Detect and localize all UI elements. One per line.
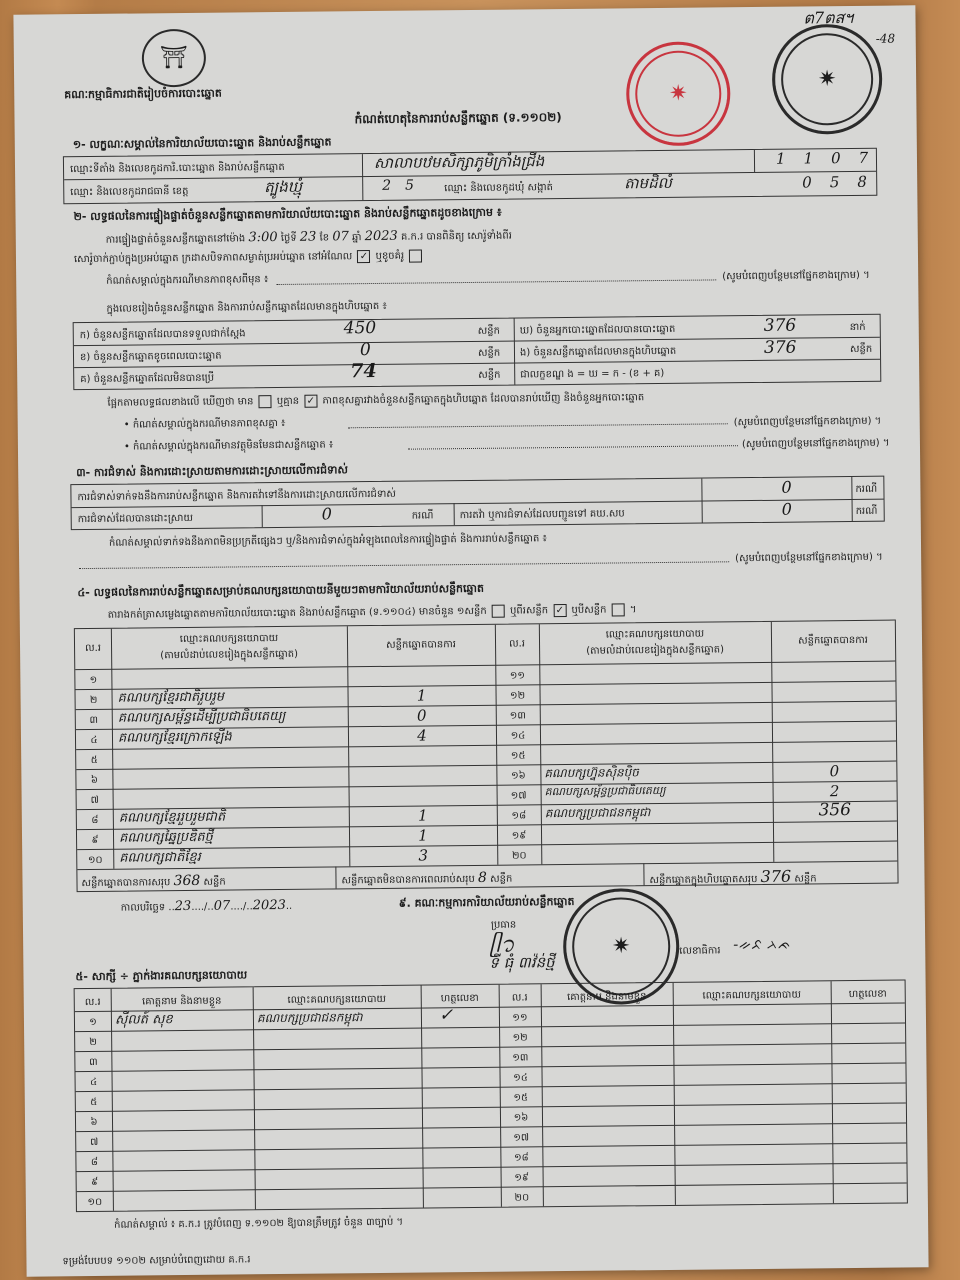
count-table: ក) ចំនួនសន្លឹកឆ្នោតដែលបានទទួលជាក់ស្តែង 450 សន្លឹក ឃ) ចំនួនអ្នកបោះឆ្នោតដែលបានបោះឆ្នោត 376 នាក់ ខ) ចំនួនសន្លឹកឆ្នោតខូចពេលបោះឆ្នោត 0 សន្លឹក ង) ចំនួនសន្លឹកឆ្នោតដែលមានក្នុងហិបឆ្នោត 376 សន្លឹក គ) ចំនួនសន្លឹកឆ្នោតដែលមិនបានប្រើ 74 សន្លឹក ជាលក្ខខណ្ឌ ង = ឃ = ក - (ខ + គ) [73, 314, 882, 390]
difference-check-line: ផ្អែកតាមលទ្ធផលខាងលើ ឃើញថា មាន ឬគ្មាន ✓ ភាពខុសគ្នារវាងចំនួនសន្លឹកឆ្នោតក្នុងហិបឆ្នោត ដែលបានរាប់ឃើញ និងចំនួនអ្នកបោះឆ្នោត [107, 392, 645, 409]
table-row-no: ៦ [90, 774, 99, 786]
section3-note-line[interactable] [79, 561, 729, 569]
ballot-count-report-page: ⛩ ✷ ✷ ต7ตสฯ -48 គណៈកម្មាធិការជាតិរៀបចំការបោះឆ្នោត កំណត់ហេតុនៃការរាប់សន្លឹកឆ្នោត (ទ.១១០២) ១- លក្ខណៈសម្គាល់នៃការិយាល័យបោះឆ្នោត និងរាប់សន្លឹកឆ្នោត ឈ្មោះទីតាំង និងលេខកូដការិ.បោះឆ្នោត និងរាប់សន្លឹកឆ្នោត សាលាបឋមសិក្សាភូមិក្រាំងជ្រីង 1107 ឈ្មោះ និងលេខកូដរាជធានី ខេត្ត ត្បូងឃ្មុំ 25 ឈ្មោះ និងលេខកូដឃុំ សង្កាត់ តាមដិលំ 058 ២- លទ្ធផលនៃការផ្ទៀងផ្ទាត់ចំនួនសន្លឹកឆ្នោតតាមការិយាល័យបោះឆ្នោត និងរាប់សន្លឹកឆ្នោតដូចខាងក្រោម ៖ ការផ្ទៀងផ្ទាត់ចំនួនសន្លឹកឆ្នោតនៅម៉ោង 3:00 ថ្ងៃទី 23 ខែ 07 ឆ្នាំ 2023 គ.ក.រ បានពិនិត្យ សោរ៉ូទាំងពីរ សោរ៉ូចាក់ភ្ជាប់ក្នុងប្រអប់ឆ្នោត ក្រដាសបិទភាពសម្ងាត់ប្រអប់ឆ្នោត នៅអំណែល ✓ ឬខូចគំរូ កំណត់សម្គាល់ក្នុងករណីមានភាពខុសពីមុន ៖ (សូមបំពេញបន្ថែមនៅផ្នែកខាងក្រោម) ។ ក្នុងលេខរៀងចំនួនសន្លឹកឆ្នោត និងការរាប់សន្លឹកឆ្នោតដែលមានក្នុងហិបឆ្នោត ៖ ក) ចំនួនសន្លឹកឆ្នោតដែលបានទទួលជាក់ស្តែង 450 សន្លឹក ឃ) ចំនួនអ្នកបោះឆ្នោតដែលបានបោះឆ្នោត 376 នាក់ ខ) ចំនួនសន្លឹកឆ្នោតខូចពេលបោះឆ្នោត 0 សន្លឹក ង) ចំនួនសន្លឹកឆ្នោតដែលមានក្នុងហិបឆ្នោត 376 សន្លឹក គ) ចំនួនសន្លឹកឆ្នោតដែលមិនបានប្រើ 74 សន្លឹក ជាលក្ខខណ្ឌ ង = ឃ = ក - (ខ + គ) ផ្អែកតាមលទ្ធផលខាងលើ ឃើញថា មាន ឬគ្មាន ✓ ភាពខុសគ្នារវាងចំនួនសន្លឹកឆ្នោតក្នុងហិបឆ្នោត ដែលបានរាប់ឃើញ និងចំនួនអ្នកបោះឆ្នោត • កំណត់សម្គាល់ក្នុងករណីមានភាពខុសគ្នា ៖ (សូមបំពេញបន្ថែមនៅផ្នែកខាងក្រោម) ។ • កំណត់សម្គាល់ក្នុងករណីមានវត្ថុមិនមែនជាសន្លឹកឆ្នោត ៖ (សូមបំពេញបន្ថែមនៅផ្នែកខាងក្រោម) ។ ៣- ការជំទាស់ និងការដោះស្រាយតាមការដោះស្រាយលើការជំទាស់ ការជំទាស់ទាក់ទងនឹងការរាប់សន្លឹកឆ្នោត និងការតវ៉ាទៅនឹងការដោះស្រាយលើការជំទាស់ 0 ករណី ការជំទាស់ដែលបានដោះស្រាយ 0 ករណី ការតវ៉ា ឬការជំទាស់ដែលបញ្ជូនទៅ គឃ.សប 0 ករណី កំណត់សម្គាល់ទាក់ទងនឹងភាពមិនប្រក្រតីផ្សេងៗ ឬ/និងការជំទាស់ក្នុងអំឡុងពេលនៃការផ្ទៀងផ្ទាត់ និងការរាប់សន្លឹកឆ្នោត ៖ (សូមបំពេញបន្ថែមនៅផ្នែកខាងក្រោម) ។ ៤- លទ្ធផលនៃការរាប់សន្លឹកឆ្នោតសម្រាប់គណបក្សនយោបាយនីមួយៗតាមការិយាល័យរាប់សន្លឹកឆ្នោត តារាងកត់ត្រាសម្លេងឆ្នោតតាមការិយាល័យបោះឆ្នោត និងរាប់សន្លឹកឆ្នោត (ទ.១១០៤) មានចំនួន ១សន្លឹក ឬពីរសន្លឹក ✓ ឬបីសន្លឹក ។ ល.រ ឈ្មោះគណបក្សនយោបាយ (តាមលំដាប់លេខរៀងក្នុងសន្លឹកឆ្នោត) សន្លឹកឆ្នោតបានការ ល.រ ឈ្មោះគណបក្សនយោបាយ (តាមលំដាប់លេខរៀងក្នុងសន្លឹកឆ្នោត) សន្លឹកឆ្នោតបានការ ១ ២ គណបក្សខ្មែរជាតិរួបរួម 1 ៣ គណបក្សសម្ព័ន្ធដើម្បីប្រជាធិបតេយ្យ 0 ៤ គណបក្សខ្មែរក្រោកឡើង 4 ៥ ៦ ៧ ៨ គណបក្សខ្មែររួបរួមជាតិ 1 ៩ គណបក្សឆ្នៃប្រឌិតថ្មី 1 ១០ គណបក្សជាតិខ្មែរ 3 ១១ ១២ ១៣ ១៤ ១៥ ១៦ គណបក្សហ្វ៊ុនស៊ិនប៉ិច 0 ១៧ គណបក្សសម្ព័ន្ធប្រជាធិបតេយ្យ 2 ១៨ គណបក្សប្រជាជនកម្ពុជា 356 ១៩ ២០ សន្លឹកឆ្នោតបានការសរុប 368 សន្លឹក សន្លឹកឆ្នោតមិនបានការពេលរាប់សរុប 8 សន្លឹក សន្លឹកឆ្នោតក្នុងហិបឆ្នោតសរុប 376 សន្លឹក កាលបរិច្ឆេទ ..23..../..07..../..2023.. ៩. គណៈកម្មការការិយាល័យរាប់សន្លឹកឆ្នោត ប្រធាន ᥫ᭡ ទី ធុំ ៣វ៉ន់ថ្មី ✷ លេខាធិការ -ᨀᨅ ᨂᨃ ៥- សាក្សី ÷ ភ្នាក់ងារគណបក្សនយោបាយ ល.រ គោត្តនាម និងនាមខ្លួន ឈ្មោះគណបក្សនយោបាយ ហត្ថលេខា ល.រ គោត្តនាម និងនាមខ្លួន ឈ្មោះគណបក្សនយោបាយ ហត្ថលេខា ១ ស៊ីលត៍ សុខ គណបក្សប្រជាជនកម្ពុជា ✓ ២ ៣ ៤ ៥ ៦ ៧ ៨ ៩ ១០ ១១ ១២ ១៣ ១៤ ១៥ ១៦ ១៧ ១៨ ១៩ ២០ កំណត់សម្គាល់ ៖ គ.ក.រ ត្រូវបំពេញ ទ.១១០២ ឱ្យបានត្រឹមត្រូវ ចំនួន ៣ច្បាប់ ។ ទម្រង់បែបបទ ១១០២ សម្រាប់បំពេញដោយ គ.ក.រ [13, 5, 928, 1276]
table-row-no: ៨ [90, 1156, 99, 1169]
received-value: 450 [343, 317, 377, 339]
province-code: 25 [382, 177, 429, 194]
chief-label: ប្រធាន [490, 919, 517, 931]
party-votes: 0 [416, 706, 427, 725]
party-name: គណបក្សប្រជាជនកម្ពុជា [544, 805, 651, 821]
table-row-no: ១១ [512, 1012, 528, 1024]
seal-line: សោរ៉ូចាក់ភ្ជាប់ក្នុងប្រអប់ឆ្នោត ក្រដាសបិទភាពសម្ងាត់ប្រអប់ឆ្នោត នៅអំណែល ✓ ឬខូចគំរូ [74, 248, 425, 267]
three-sheets-checkbox[interactable] [612, 603, 625, 616]
table-row-no: ១៤ [513, 1072, 528, 1084]
forwarded-label: ការតវ៉ា ឬការជំទាស់ដែលបញ្ជូនទៅ គឃ.សប [459, 508, 625, 522]
table-row-no: ៤ [89, 1076, 98, 1089]
complaints-table: ការជំទាស់ទាក់ទងនឹងការរាប់សន្លឹកឆ្នោត និងការតវ៉ាទៅនឹងការដោះស្រាយលើការជំទាស់ 0 ករណី ការជំទាស់ដែលបានដោះស្រាយ 0 ករណី ការតវ៉ា ឬការជំទាស់ដែលបញ្ជូនទៅ គឃ.សប 0 ករណី [70, 476, 884, 531]
black-emblem-icon: ✷ [611, 933, 631, 960]
committee-line: ៩. គណៈកម្មការការិយាល័យរាប់សន្លឹកឆ្នោត [398, 894, 575, 910]
bullet-difference-line[interactable] [348, 423, 728, 428]
table-row-no: ១៣ [512, 1052, 529, 1064]
col-no-right: ល.រ [509, 638, 526, 650]
resolved-value: 0 [321, 504, 332, 524]
witness-table: ល.រ គោត្តនាម និងនាមខ្លួន ឈ្មោះគណបក្សនយោបាយ ហត្ថលេខា ល.រ គោត្តនាម និងនាមខ្លួន ឈ្មោះគណបក្សនយោបាយ ហត្ថលេខា ១ ស៊ីលត៍ សុខ គណបក្សប្រជាជនកម្ពុជា ✓ ២ ៣ ៤ ៥ ៦ ៧ ៨ ៩ ១០ ១១ ១២ ១៣ ១៤ ១៥ ១៦ ១៧ ១៨ ១៩ ២០ [74, 979, 908, 1212]
col-no-left: ល.រ [85, 642, 102, 655]
table-row-no: ៧ [90, 1136, 99, 1149]
black-official-stamp-top [772, 24, 883, 135]
table-row-no: ១៦ [513, 1112, 529, 1124]
box-total: សន្លឹកឆ្នោតក្នុងហិបឆ្នោតសរុប 376 សន្លឹក [649, 866, 817, 887]
table-row-no: ២ [89, 1036, 98, 1049]
table-row-no: ១៦ [511, 770, 526, 782]
temple-emblem-icon: ⛩ [159, 45, 188, 71]
unused-value: 74 [350, 359, 377, 383]
table-row-no: ១៥ [510, 750, 526, 762]
table-row-no: ២០ [511, 850, 527, 862]
red-official-stamp [626, 41, 731, 146]
table-row-no: ១៤ [510, 730, 526, 742]
committee-name: គណៈកម្មាធិការជាតិរៀបចំការបោះឆ្នោត [64, 86, 222, 102]
table-row-no: ៤ [90, 734, 98, 746]
party-name: គណបក្សសម្ព័ន្ធប្រជាធិបតេយ្យ [544, 783, 666, 799]
unused-label: គ) ចំនួនសន្លឹកឆ្នោតដែលមិនបានប្រើ [80, 372, 215, 386]
results-table: ល.រ ឈ្មោះគណបក្សនយោបាយ (តាមលំដាប់លេខរៀងក្នុងសន្លឹកឆ្នោត) សន្លឹកឆ្នោតបានការ ល.រ ឈ្មោះគណបក្សនយោបាយ (តាមលំដាប់លេខរៀងក្នុងសន្លឹកឆ្នោត) សន្លឹកឆ្នោតបានការ ១ ២ គណបក្សខ្មែរជាតិរួបរួម 1 ៣ គណបក្សសម្ព័ន្ធដើម្បីប្រជាធិបតេយ្យ 0 ៤ គណបក្សខ្មែរក្រោកឡើង 4 ៥ ៦ ៧ ៨ គណបក្សខ្មែររួបរួមជាតិ 1 ៩ គណបក្សឆ្នៃប្រឌិតថ្មី 1 ១០ គណបក្សជាតិខ្មែរ 3 ១១ ១២ ១៣ ១៤ ១៥ ១៦ គណបក្សហ្វ៊ុនស៊ិនប៉ិច 0 ១៧ គណបក្សសម្ព័ន្ធប្រជាធិបតេយ្យ 2 ១៨ គណបក្សប្រជាជនកម្ពុជា 356 ១៩ ២០ សន្លឹកឆ្នោតបានការសរុប 368 សន្លឹក សន្លឹកឆ្នោតមិនបានការពេលរាប់សរុប 8 សន្លឹក សន្លឹកឆ្នោតក្នុងហិបឆ្នោតសរុប 376 សន្លឹក [74, 620, 899, 893]
has-difference-checkbox[interactable]: ✓ [304, 394, 317, 407]
table-row-no: ៩ [91, 1176, 99, 1189]
verification-time: 3:00 [248, 230, 278, 246]
stamp-number: -48 [875, 31, 896, 46]
seal-broken-checkbox[interactable] [409, 249, 422, 262]
secretary-name-handwriting: -ᨀᨅ ᨂᨃ [733, 934, 791, 954]
table-row-no: ១៨ [511, 810, 527, 822]
top-right-handwriting: ต7ตสฯ [803, 7, 854, 28]
table-row-no: ៥ [90, 1096, 98, 1109]
document-title: កំណត់ហេតុនៃការរាប់សន្លឹកឆ្នោត (ទ.១១០២) [354, 110, 562, 127]
table-row-no: ១០ [87, 1196, 103, 1209]
chief-signature: ᥫ᭡ [489, 932, 515, 958]
location-value: សាលាបឋមសិក្សាភូមិក្រាំងជ្រីង [373, 152, 545, 172]
bullet-foreign-object: • កំណត់សម្គាល់ក្នុងករណីមានវត្ថុមិនមែនជាសន្លឹកឆ្នោត ៖ [123, 439, 334, 453]
party-name: គណបក្សខ្មែររួបរួមជាតិ [118, 809, 226, 826]
black-emblem-icon: ✷ [817, 66, 837, 92]
no-difference-checkbox[interactable] [259, 395, 272, 408]
party-votes: 1 [418, 826, 428, 845]
fill-hint-1: (សូមបំពេញបន្ថែមនៅផ្នែកខាងក្រោម) ។ [722, 269, 870, 283]
table-row-no: ១៧ [513, 1132, 530, 1144]
party-votes: 1 [416, 686, 427, 705]
section1-heading: ១- លក្ខណៈសម្គាល់នៃការិយាល័យបោះឆ្នោត និងរាប់សន្លឹកឆ្នោត [72, 135, 332, 152]
party-votes: 1 [417, 806, 428, 825]
formula-label: ជាលក្ខខណ្ឌ ង = ឃ = ក - (ខ + គ) [520, 367, 665, 381]
seal-intact-checkbox[interactable]: ✓ [357, 250, 370, 263]
party-name: គណបក្សជាតិខ្មែរ [119, 849, 201, 866]
spoiled-label: ខ) ចំនួនសន្លឹកឆ្នោតខូចពេលបោះឆ្នោត [79, 350, 222, 364]
party-votes: 2 [829, 782, 840, 801]
witness-name: ស៊ីលត៍ សុខ [114, 1012, 173, 1028]
difference-note-label: កំណត់សម្គាល់ក្នុងករណីមានភាពខុសពីមុន ៖ [106, 274, 269, 287]
voters-value: 376 [763, 315, 797, 336]
commune-code: 058 [802, 172, 885, 192]
location-label: ឈ្មោះទីតាំង និងលេខកូដការិ.បោះឆ្នោត និងរាប់សន្លឹកឆ្នោត [69, 161, 285, 176]
signing-date: កាលបរិច្ឆេទ ..23..../..07..../..2023.. [120, 897, 293, 915]
table-row-no: ១៣ [509, 710, 526, 722]
table-row-no: ១២ [512, 1032, 528, 1044]
party-name: គណបក្សខ្មែរជាតិរួបរួម [117, 689, 225, 706]
section5-heading: ៥- សាក្សី ÷ ភ្នាក់ងារគណបក្សនយោបាយ [75, 968, 248, 984]
footer-note: កំណត់សម្គាល់ ៖ គ.ក.រ ត្រូវបំពេញ ទ.១១០២ ឱ្យបានត្រឹមត្រូវ ចំនួន ៣ច្បាប់ ។ [114, 1216, 404, 1231]
section4-heading: ៤- លទ្ធផលនៃការរាប់សន្លឹកឆ្នោតសម្រាប់គណបក្សនយោបាយនីមួយៗតាមការិយាល័យរាប់សន្លឹកឆ្នោត [77, 581, 485, 600]
party-name: គណបក្សហ្វ៊ុនស៊ិនប៉ិច [544, 765, 639, 781]
witness-col-party: ឈ្មោះគណបក្សនយោបាយ [287, 993, 387, 1006]
witness-col-no: ល.រ [84, 996, 101, 1009]
table-row-no: ១៩ [511, 830, 527, 842]
table-row-no: ៥ [90, 754, 98, 766]
section3-heading: ៣- ការជំទាស់ និងការដោះស្រាយតាមការដោះស្រាយលើការជំទាស់ [76, 463, 349, 480]
voters-label: ឃ) ចំនួនអ្នកបោះឆ្នោតដែលបានបោះឆ្នោត [519, 323, 676, 337]
in-box-label: ង) ចំនួនសន្លឹកឆ្នោតដែលមានក្នុងហិបឆ្នោត [519, 345, 677, 359]
secretary-label: លេខាធិការ [679, 945, 721, 957]
province-value: ត្បូងឃ្មុំ [264, 177, 303, 197]
table-row-no: ១ [89, 1016, 97, 1029]
party-name: គណបក្សសម្ព័ន្ធដើម្បីប្រជាធិបតេយ្យ [117, 708, 286, 726]
complaint-count-label: ការជំទាស់ទាក់ទងនឹងការរាប់សន្លឹកឆ្នោត និងការតវ៉ាទៅនឹងការដោះស្រាយលើការជំទាស់ [77, 488, 396, 504]
col-party-left: ឈ្មោះគណបក្សនយោបាយ [179, 633, 279, 646]
party-votes: 0 [829, 762, 840, 781]
table-row-no: ១៨ [514, 1152, 529, 1164]
secretary-signature: ទី ធុំ ៣វ៉ន់ថ្មី [489, 953, 555, 972]
party-votes: 3 [418, 846, 429, 865]
resolved-label: ការជំទាស់ដែលបានដោះស្រាយ [77, 512, 194, 526]
rows-intro: ក្នុងលេខរៀងចំនួនសន្លឹកឆ្នោត និងការរាប់សន្លឹកឆ្នោតដែលមានក្នុងហិបឆ្នោត ៖ [106, 300, 387, 315]
table-row-no: ១ [89, 674, 98, 686]
location-code: 1107 [775, 148, 887, 168]
table-row-no: ១២ [509, 690, 526, 702]
two-sheets-checkbox[interactable]: ✓ [553, 604, 566, 617]
table-row-no: ៦ [90, 1116, 98, 1129]
verification-line: ការផ្ទៀងផ្ទាត់ចំនួនសន្លឹកឆ្នោតនៅម៉ោង 3:00 ថ្ងៃទី 23 ខែ 07 ឆ្នាំ 2023 គ.ក.រ បានពិនិត្យ សោរ៉ូទាំងពីរ [105, 228, 512, 246]
bullet-foreign-line[interactable] [408, 445, 738, 449]
table-row-no: ៣ [89, 714, 99, 726]
table-row-no: ១០ [87, 854, 103, 867]
table-row-no: ៨ [91, 814, 99, 826]
section1-table [63, 148, 887, 205]
province-label: ឈ្មោះ និងលេខកូដរាជធានី ខេត្ត [70, 185, 189, 199]
forwarded-value: 0 [781, 499, 792, 519]
witness-party: គណបក្សប្រជាជនកម្ពុជា [256, 1010, 363, 1026]
party-votes: 356 [818, 800, 852, 821]
commune-value: តាមដិលំ [624, 173, 672, 193]
table-row-no: ២០ [514, 1192, 530, 1204]
table-row-no: ៣ [89, 1056, 98, 1069]
section3-note: កំណត់សម្គាល់ទាក់ទងនឹងភាពមិនប្រក្រតីផ្សេងៗ ឬ/និងការជំទាស់ក្នុងអំឡុងពេលនៃការផ្ទៀងផ្ទាត់ និងការរាប់សន្លឹកឆ្នោត ៖ [108, 533, 547, 549]
table-row-no: ៩ [91, 834, 99, 846]
received-label: ក) ចំនួនសន្លឹកឆ្នោតដែលបានទទួលជាក់ស្តែង [79, 328, 246, 342]
party-votes: 4 [417, 726, 427, 745]
bullet-difference: • កំណត់សម្គាល់ក្នុងករណីមានភាពខុសគ្នា ៖ [123, 417, 286, 431]
complaint-count-value: 0 [781, 477, 792, 497]
spoiled-value: 0 [359, 340, 371, 361]
witness-col-name: គោត្តនាម និងនាមខ្លួន [142, 995, 222, 1008]
party-name: គណបក្សខ្មែរក្រោកឡើង [117, 729, 232, 746]
col-party-right: ឈ្មោះគណបក្សនយោបាយ [605, 628, 705, 641]
table-row-no: ១៥ [513, 1092, 529, 1104]
tally-sheet-line: តារាងកត់ត្រាសម្លេងឆ្នោតតាមការិយាល័យបោះឆ្នោត និងរាប់សន្លឹកឆ្នោត (ទ.១១០៤) មានចំនួន ១សន្លឹក ឬពីរសន្លឹក ✓ ឬបីសន្លឹក ។ [107, 604, 637, 621]
table-row-no: ១១ [509, 670, 525, 682]
commune-label: ឈ្មោះ និងលេខកូដឃុំ សង្កាត់ [444, 182, 553, 195]
col-votes-right: សន្លឹកឆ្នោតបានការ [798, 634, 868, 647]
red-emblem-icon: ✷ [668, 81, 688, 107]
table-row-no: ២ [89, 694, 98, 706]
committee-emblem [142, 29, 207, 88]
witness-signature: ✓ [438, 1005, 454, 1026]
section2-heading: ២- លទ្ធផលនៃការផ្ទៀងផ្ទាត់ចំនួនសន្លឹកឆ្នោតតាមការិយាល័យបោះឆ្នោត និងរាប់សន្លឹកឆ្នោតដូចខាងក្រោម ៖ [73, 205, 502, 224]
witness-col-sign: ហត្ថលេខា [440, 992, 479, 1005]
difference-note-line[interactable] [276, 279, 716, 285]
table-row-no: ១៩ [514, 1172, 530, 1184]
valid-total: សន្លឹកឆ្នោតបានការសរុប 368 សន្លឹក [81, 872, 226, 890]
form-identifier: ទម្រង់បែបបទ ១១០២ សម្រាប់បំពេញដោយ គ.ក.រ [62, 1254, 251, 1268]
in-box-value: 376 [763, 337, 797, 358]
invalid-total: សន្លឹកឆ្នោតមិនបានការពេលរាប់សរុប 8 សន្លឹក [341, 869, 513, 887]
one-sheet-checkbox[interactable] [492, 604, 505, 617]
col-votes-left: សន្លឹកឆ្នោតបានការ [386, 639, 457, 651]
party-name: គណបក្សឆ្នៃប្រឌិតថ្មី [118, 829, 213, 846]
table-row-no: ១៧ [510, 790, 527, 802]
table-row-no: ៧ [90, 794, 99, 806]
